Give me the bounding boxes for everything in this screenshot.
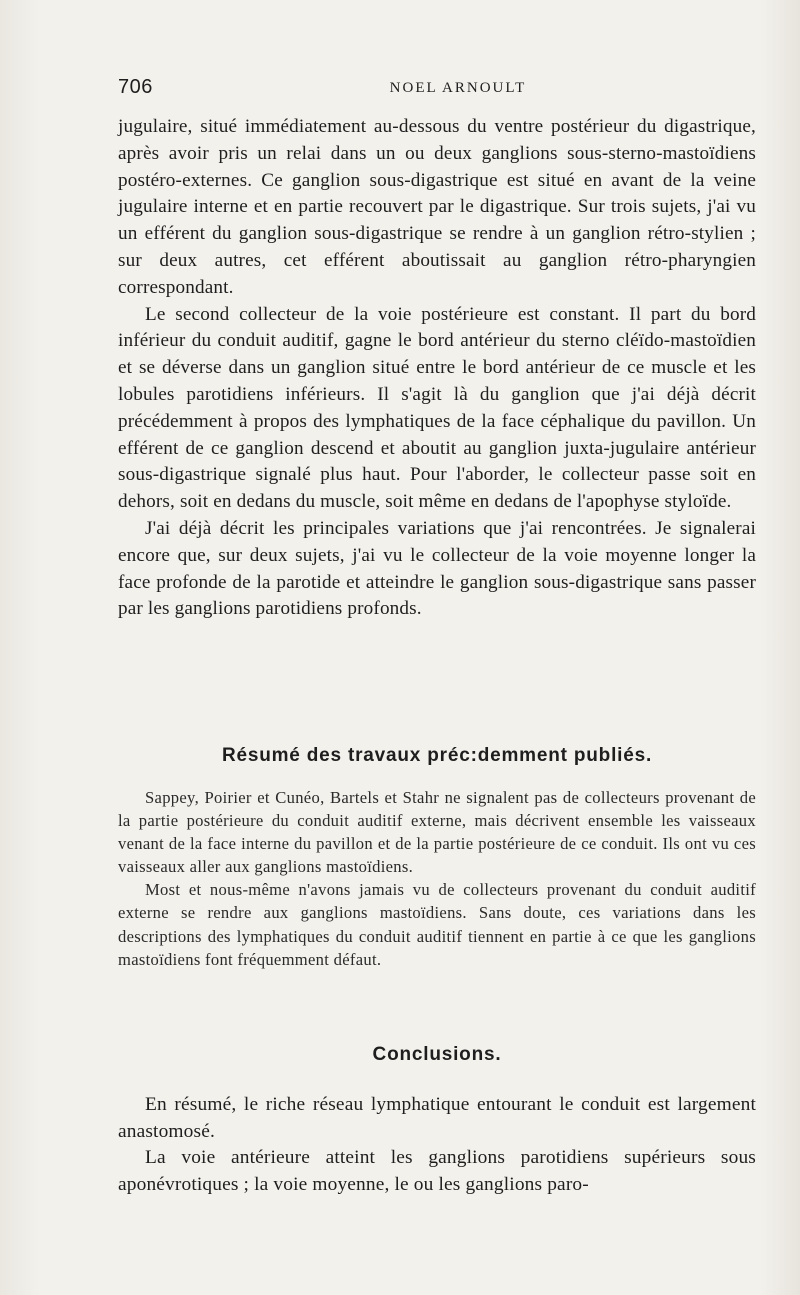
paragraph: Le second collecteur de la voie postérieure est constant. Il part du bord inférieur du conduit auditif, gagne le bord antérieur du sterno cléïdo-mastoïdien et se déverse dans un ganglion situé entre le bord antérieur de ce muscle et les lobules parotidiens inférieurs. Il s'agit là du ganglion que j'ai déjà décrit précédemment à propos des lymphatiques de la face céphalique du pavillon. Un efférent de ce ganglion descend et aboutit au ganglion juxta-jugulaire antérieur sous-digastrique signalé plus haut. Pour l'aborder, le collecteur passe soit en dehors, soit en dedans du muscle, soit même en dedans de l'apophyse styloïde. bbox=[118, 303, 756, 513]
paragraph: En résumé, le riche réseau lymphatique entourant le conduit est largement anastomosé. bbox=[118, 1094, 756, 1142]
section-heading-resume: Résumé des travaux préc:demment publiés. bbox=[221, 745, 653, 766]
section-heading-conclusions: Conclusions. bbox=[372, 1044, 502, 1065]
body-section-1 bbox=[118, 114, 756, 623]
running-head: NOEL ARNOULT bbox=[389, 80, 527, 96]
paragraph: Most et nous-même n'avons jamais vu de collecteurs provenant du conduit auditif externe se rendre aux ganglions mastoïdiens. Sans doute, ces variations dans les descriptions des lymphatiques du conduit auditif tiennent en partie à ce que les ganglions mastoïdiens font fréquemment défaut. bbox=[118, 880, 756, 969]
body-section-3 bbox=[118, 1092, 756, 1198]
page-number: 706 bbox=[118, 76, 153, 98]
paragraph: Sappey, Poirier et Cunéo, Bartels et Stahr ne signalent pas de collecteurs provenant de la partie postérieure du conduit auditif externe, mais décrivent ensemble les vaisseaux venant de la face interne du pavillon et de la partie postérieure de ce conduit. Ils ont vu ces vaisseaux aller aux ganglions mastoïdiens. bbox=[118, 788, 756, 877]
paragraph: La voie antérieure atteint les ganglions parotidiens supérieurs sous aponévrotiques ; la voie moyenne, le ou les ganglions paro- bbox=[118, 1147, 756, 1195]
body-section-2 bbox=[118, 786, 756, 971]
paragraph: jugulaire, situé immédiatement au-dessous du ventre postérieur du digastrique, après avoir pris un relai dans un ou deux ganglions sous-sterno-mastoïdiens postéro-externes. Ce ganglion sous-digastrique est situé en avant de la veine jugulaire interne et en partie recouvert par le digastrique. Sur trois sujets, j'ai vu un efférent du ganglion sous-digastrique se rendre à un ganglion rétro-stylien ; sur deux autres, cet efférent aboutissait au ganglion rétro-pharyngien correspondant. bbox=[118, 116, 756, 298]
paragraph: J'ai déjà décrit les principales variations que j'ai rencontrées. Je signalerai encore que, sur deux sujets, j'ai vu le collecteur de la voie moyenne longer la face profonde de la parotide et atteindre le ganglion sous-digastrique sans passer par les ganglions parotidiens profonds. bbox=[118, 517, 756, 620]
page-header bbox=[118, 76, 758, 102]
